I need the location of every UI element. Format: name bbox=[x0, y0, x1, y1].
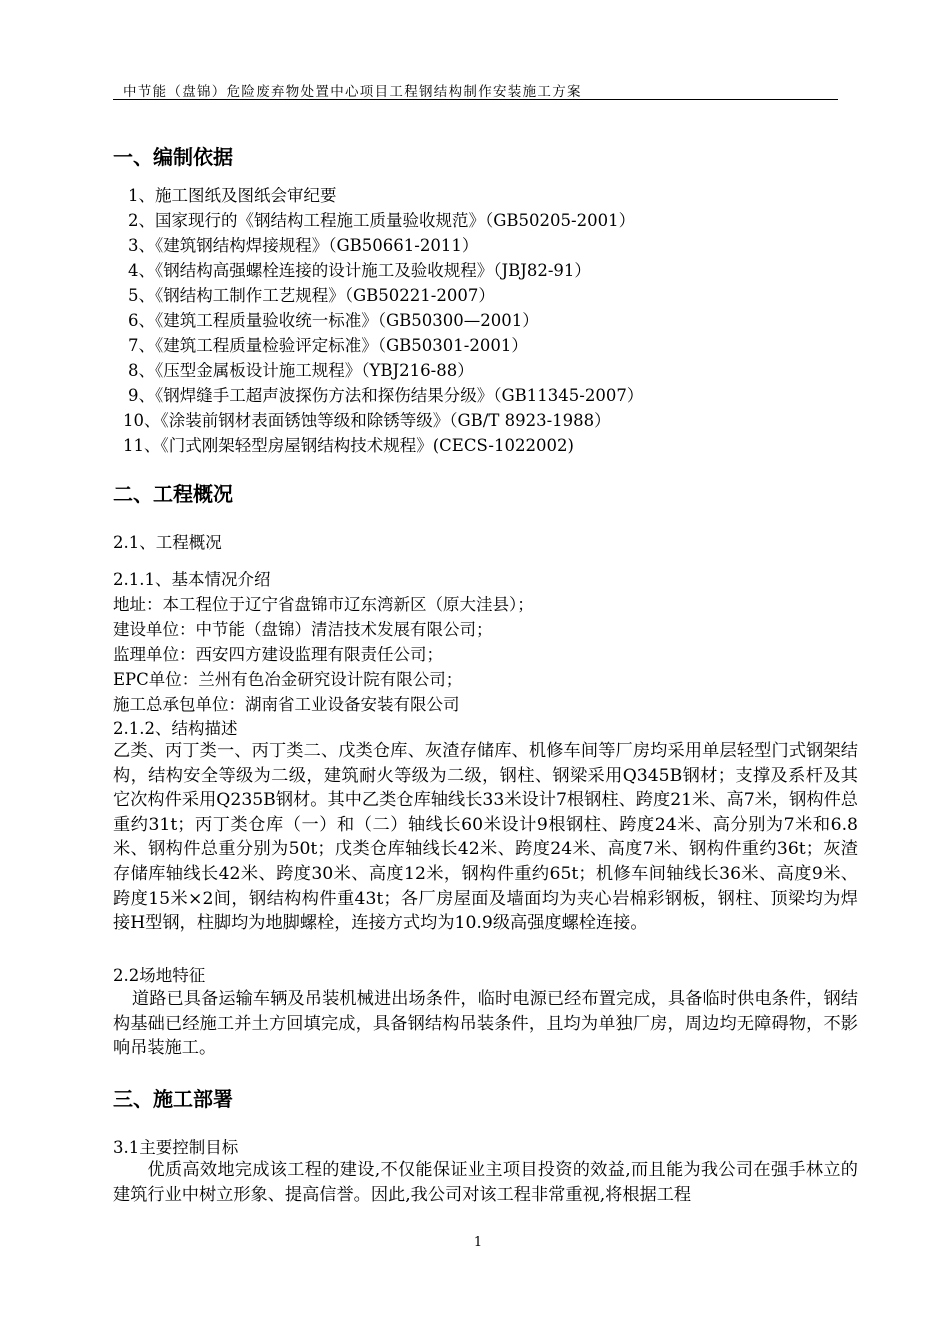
list-item: 2、国家现行的《钢结构工程施工质量验收规范》（GB50205-2001） bbox=[128, 211, 636, 230]
list-item: 1、施工图纸及图纸会审纪要 bbox=[128, 186, 337, 205]
epc-line: EPC单位：兰州有色冶金研究设计院有限公司； bbox=[113, 670, 463, 689]
list-item: 7、《建筑工程质量检验评定标准》（GB50301-2001） bbox=[128, 336, 528, 355]
subheading-3-1: 3.1主要控制目标 bbox=[113, 1138, 239, 1157]
section-heading-basis: 一、编制依据 bbox=[113, 145, 233, 169]
section-heading-deployment: 三、施工部署 bbox=[113, 1087, 233, 1111]
subheading-2-1-1: 2.1.1、基本情况介绍 bbox=[113, 570, 271, 589]
header-divider bbox=[113, 99, 838, 100]
list-item: 11、《门式刚架轻型房屋钢结构技术规程》(CECS-1022002) bbox=[123, 436, 574, 455]
owner-line: 建设单位：中节能（盘锦）清洁技术发展有限公司； bbox=[113, 620, 493, 639]
goal-description: 优质高效地完成该工程的建设,不仅能保证业主项目投资的效益,而且能为我公司在强手林立的建筑行业中树立形象、提高信誉。因此,我公司对该工程非常重视,将根据工程 bbox=[113, 1160, 858, 1205]
running-header: 中节能（盘锦）危险废弃物处置中心项目工程钢结构制作安装施工方案 bbox=[123, 84, 582, 100]
contractor-line: 施工总承包单位：湖南省工业设备安装有限公司 bbox=[113, 695, 460, 714]
subheading-2-1: 2.1、工程概况 bbox=[113, 533, 222, 552]
list-item: 5、《钢结构工制作工艺规程》（GB50221-2007） bbox=[128, 286, 495, 305]
list-item: 10、《涂装前钢材表面锈蚀等级和除锈等级》（GB/T 8923-1988） bbox=[123, 411, 611, 430]
subheading-2-2: 2.2场地特征 bbox=[113, 966, 206, 985]
list-item: 8、《压型金属板设计施工规程》（YBJ216-88） bbox=[128, 361, 474, 380]
site-description: 道路已具备运输车辆及吊装机械进出场条件，临时电源已经布置完成，具备临时供电条件，钢结构基础已经施工并土方回填完成，具备钢结构吊装条件，且均为单独厂房，周边均无障碍物，不影响吊装施工。 bbox=[113, 989, 858, 1059]
page-number: 1 bbox=[473, 1235, 483, 1250]
list-item: 9、《钢焊缝手工超声波探伤方法和探伤结果分级》（GB11345-2007） bbox=[128, 386, 644, 405]
list-item: 6、《建筑工程质量验收统一标准》（GB50300—2001） bbox=[128, 311, 539, 330]
list-item: 3、《建筑钢结构焊接规程》（GB50661-2011） bbox=[128, 236, 479, 255]
supervisor-line: 监理单位：西安四方建设监理有限责任公司； bbox=[113, 645, 443, 664]
address-line: 地址：本工程位于辽宁省盘锦市辽东湾新区（原大洼县）； bbox=[113, 595, 534, 614]
section-heading-overview: 二、工程概况 bbox=[113, 482, 233, 506]
list-item: 4、《钢结构高强螺栓连接的设计施工及验收规程》（JBJ82-91） bbox=[128, 261, 591, 280]
structure-description: 乙类、丙丁类一、丙丁类二、戊类仓库、灰渣存储库、机修车间等厂房均采用单层轻型门式钢架结构，结构安全等级为二级，建筑耐火等级为二级，钢柱、钢梁采用Q345B钢材；支撑及系杆及其它次构件采用Q235B钢材。其中乙类仓库轴线长33米设计7根钢柱、跨度21米、高7米，钢构件总重约31t；丙丁类仓库（一）和（二）轴线长60米设计9根钢柱、跨度24米、高分别为7米和6.8米、钢构件总重分别为50t；戊类仓库轴线长42米、跨度24米、高度7米、钢构件重约36t；灰渣存储库轴线长42米、跨度30米、高度12米，钢构件重约65t；机修车间轴线长36米、高度9米、跨度15米×2间，钢结构构件重43t；各厂房屋面及墙面均为夹心岩棉彩钢板，钢柱、顶梁均为焊接H型钢，柱脚均为地脚螺栓，连接方式均为10.9级高强度螺栓连接。 bbox=[113, 741, 858, 934]
subheading-2-1-2: 2.1.2、结构描述 bbox=[113, 719, 238, 738]
